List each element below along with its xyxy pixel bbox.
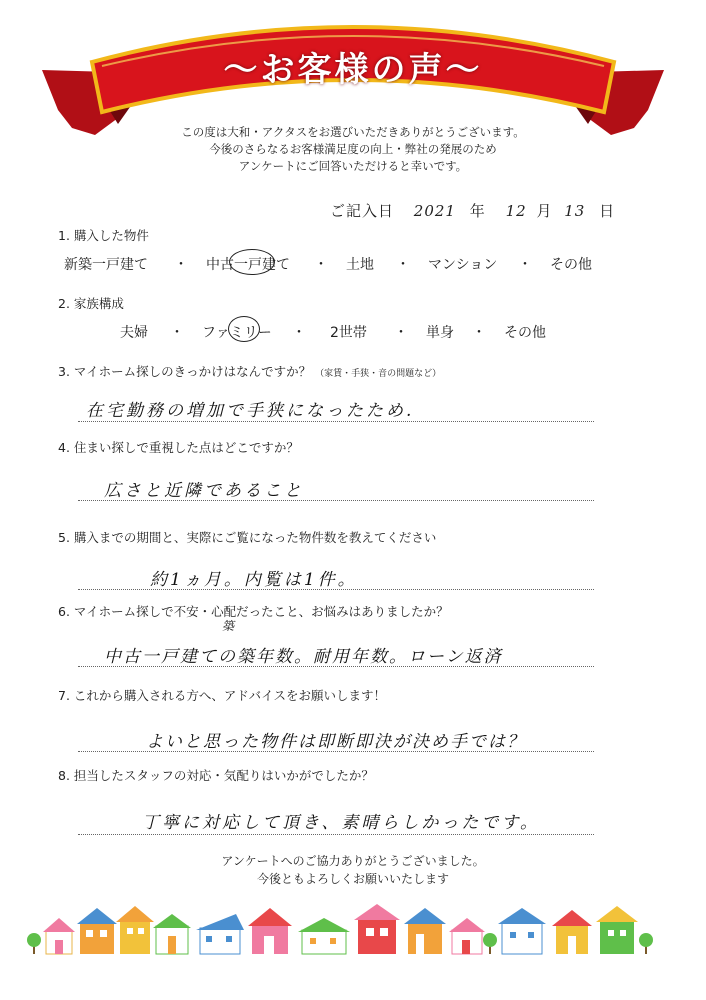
option-separator: ・	[396, 257, 410, 273]
house-icon	[153, 914, 191, 954]
house-icon	[116, 906, 154, 954]
answer-line	[78, 751, 594, 752]
closing-line: アンケートへのご協力ありがとうございました。	[221, 854, 485, 868]
option-separator: ・	[394, 325, 408, 341]
question-4-label: 4. 住まい探しで重視した点はどこですか？	[58, 440, 299, 455]
tree-icon	[483, 933, 497, 954]
question-5-label: 5. 購入までの期間と、実際にご覧になった物件数を教えてください	[58, 530, 437, 545]
option-separator: ・	[472, 325, 486, 341]
option-two-generation: 2世帯	[330, 325, 367, 341]
date-day: 13	[564, 202, 586, 220]
closing-line: 今後ともよろしくお願いいたします	[256, 872, 449, 886]
option-single: 単身	[426, 325, 454, 341]
date-label: ご記入日	[330, 202, 395, 220]
option-used-house: 中古一戸建て	[206, 257, 290, 273]
house-icon	[404, 908, 446, 954]
option-couple: 夫婦	[120, 325, 148, 341]
question-8-label: 8. 担当したスタッフの対応・気配りはいかがでしたか？	[58, 768, 374, 783]
question-3-note: （家賃・手狭・音の問題など）	[315, 369, 442, 379]
answer-line	[78, 500, 594, 501]
option-family: ファミリー	[202, 325, 272, 341]
option-separator: ・	[170, 325, 184, 341]
answer-6: 中古一戸建ての築年数。耐用年数。ローン返済	[104, 647, 503, 667]
answer-line	[78, 666, 594, 667]
option-mansion: マンション	[428, 257, 498, 273]
answer-line	[78, 589, 594, 590]
house-icon	[354, 904, 400, 954]
date-month: 12	[505, 202, 527, 220]
date-day-unit: 日	[599, 202, 616, 220]
house-icon	[596, 906, 638, 954]
intro-text	[0, 124, 706, 175]
house-icon	[248, 908, 292, 954]
answer-6-furigana: 築	[222, 619, 235, 633]
option-land: 土地	[346, 257, 374, 273]
answer-7: よいと思った物件は即断即決が決め手では？	[146, 732, 526, 752]
option-other: その他	[504, 325, 546, 341]
question-7-label: 7. これから購入される方へ、アドバイスをお願いします！	[58, 688, 387, 703]
house-icon	[498, 908, 546, 954]
option-other: その他	[550, 257, 592, 273]
house-icon	[298, 918, 350, 954]
question-2-label: 2. 家族構成	[58, 296, 124, 311]
banner-title: 〜お客様の声〜	[223, 50, 483, 90]
tree-icon	[639, 933, 653, 954]
question-6-label: 6. マイホーム探しで不安・心配だったこと、お悩みはありましたか？	[58, 604, 449, 619]
houses-illustration	[0, 900, 706, 964]
date-month-unit: 月	[536, 202, 553, 220]
house-icon	[77, 908, 117, 954]
tree-icon	[27, 933, 41, 954]
option-separator: ・	[174, 257, 188, 273]
intro-line: この度は大和・アクタスをお選びいただきありがとうございます。	[181, 125, 525, 139]
house-icon	[449, 918, 485, 954]
closing-message	[0, 852, 706, 888]
answer-8: 丁寧に対応して頂き、素晴らしかったです。	[142, 813, 540, 833]
option-separator: ・	[314, 257, 328, 273]
option-separator: ・	[518, 257, 532, 273]
selected-circle	[229, 249, 275, 275]
selected-circle	[228, 316, 260, 342]
option-separator: ・	[292, 325, 306, 341]
answer-3: 在宅勤務の増加で手狭になったため.	[86, 401, 415, 421]
date-year: 2021	[413, 202, 456, 220]
question-1-label: 1. 購入した物件	[58, 228, 149, 243]
intro-line: アンケートにご回答いただけると幸いです。	[238, 159, 468, 173]
answer-5: 約1ヵ月。内覧は1件。	[150, 570, 358, 590]
answer-line	[78, 834, 594, 835]
house-icon	[43, 918, 75, 954]
question-3-text: 3. マイホーム探しのきっかけはなんですか？	[58, 364, 312, 379]
entry-date	[330, 200, 615, 221]
intro-line: 今後のさらなるお客様満足度の向上・弊社の発展のため	[209, 142, 497, 156]
house-icon	[552, 910, 592, 954]
house-icon	[196, 914, 244, 954]
question-3-label	[58, 362, 441, 380]
answer-line	[78, 421, 594, 422]
answer-4: 広さと近隣であること	[104, 481, 304, 501]
option-new-house: 新築一戸建て	[64, 257, 148, 273]
date-year-unit: 年	[469, 202, 486, 220]
